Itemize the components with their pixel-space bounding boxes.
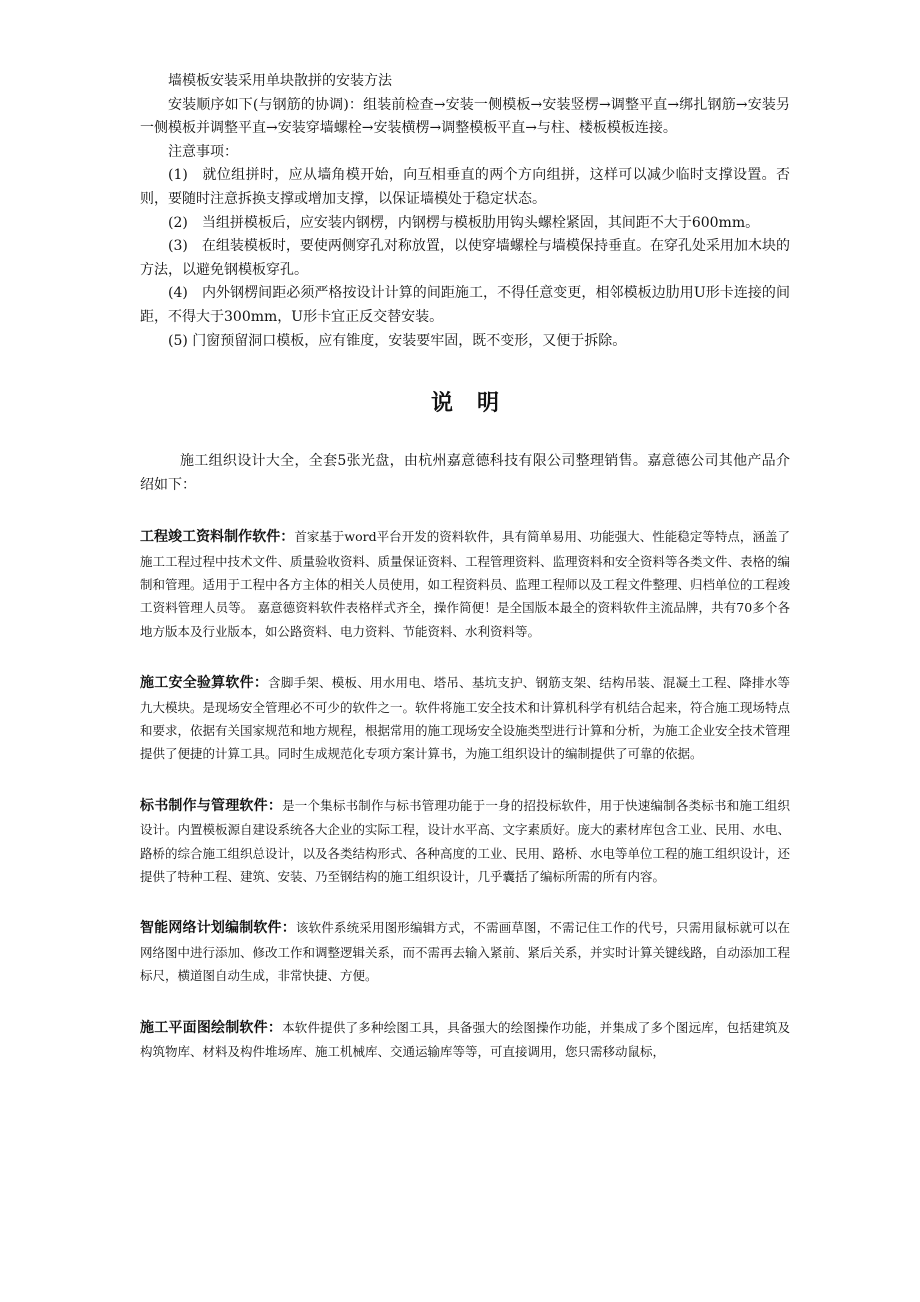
explanation-intro: 施工组织设计大全，全套5张光盘，由杭州嘉意德科技有限公司整理销售。嘉意德公司其他产品介绍如下： [140,453,790,494]
product-entry [140,671,790,766]
document-page [140,70,790,1063]
note-item: (4) 内外钢楞间距必须严格按设计计算的间距施工，不得任意变更，相邻模板边肋用U形卡连接的间距，不得大于300mm，U形卡宜正反交替安装。 [140,285,790,325]
product-name: 施工安全验算软件 [140,675,254,692]
explanation-title: 说明 [430,391,523,417]
note-item: (2) 当组拼模板后，应安装内钢楞，内钢楞与模板肋用钩头螺栓紧固，其间距不大于600mm。 [168,214,760,231]
product-name: 智能网络计划编制软件 [140,920,282,937]
product-entry [140,1016,790,1064]
section-heading: 墙模板安装采用单块散拼的安装方法 [168,73,392,89]
product-description: 是一个集标书制作与标书管理功能于一身的招投标软件，用于快速编制各类标书和施工组织设计。内置模板源自建设系统各大企业的实际工程，设计水平高、文字素质好。庞大的素材库包含工业、民用、水电、路桥的综合施工组织总设计，以及各类结构形式、各种高度的工业、民用、路桥、水电等单位工程的施工组织设计，还提供了特种工程、建筑、安装、乃至钢结构的施工组织设计，几乎囊括了编标所需的所有内容。 [140,797,791,884]
product-entry [140,525,790,643]
product-entry [140,794,790,889]
product-description: 首家基于word平台开发的资料软件，具有简单易用、功能强大、性能稳定等特点，涵盖了施工工程过程中技术文件、质量验收资料、质量保证资料、工程管理资料、监理资料和安全资料等各类文件、表格的编制和管理。适用于工程中各方主体的相关人员使用，如工程资料员、监理工程师以及工程文件整理、归档单位的工程竣工资料管理人员等。 嘉意德资料软件表格样式齐全，操作简便！是全国版本最全的资料软件主流品牌，共有70多个各地方版本及行业版本，如公路资料、电力资料、节能资料、水利资料等。 [140,529,791,639]
product-colon: ： [267,797,283,814]
product-colon: ： [267,1019,283,1036]
note-item: (5) 门窗预留洞口模板，应有锥度，安装要牢固，既不变形，又便于拆除。 [168,332,627,349]
product-name: 工程竣工资料制作软件 [140,529,281,546]
product-name: 施工平面图绘制软件 [140,1019,268,1036]
product-colon: ： [253,675,269,692]
product-colon: ： [281,920,296,937]
product-description: 本软件提供了多种绘图工具，具备强大的绘图操作功能，并集成了多个图远库，包括建筑及构筑物库、材料及构件堆场库、施工机械库、交通运输库等等，可直接调用，您只需移动鼠标， [140,1019,791,1060]
product-entry [140,916,790,987]
product-description: 含脚手架、模板、用水用电、塔吊、基坑支护、钢筋支架、结构吊装、混凝土工程、降排水等九大模块。是现场安全管理必不可少的软件之一。软件将施工安全技术和计算机科学有机结合起来，符合施工现场特点和要求，依据有关国家规范和地方规程，根据常用的施工现场安全设施类型进行计算和分析，为施工企业安全技术管理提供了便捷的计算工具。同时生成规范化专项方案计算书，为施工组织设计的编制提供了可靠的依据。 [140,675,791,762]
notes-label: 注意事项： [168,143,238,160]
note-item: (1) 就位组拼时，应从墙角模开始，向互相垂直的两个方向组拼，这样可以减少临时支撑设置。否则，要随时注意拆换支撑或增加支撑，以保证墙模处于稳定状态。 [140,167,790,207]
product-description: 该软件系统采用图形编辑方式，不需画草图，不需记住工作的代号，只需用鼠标就可以在网络图中进行添加、修改工作和调整逻辑关系，而不需再去输入紧前、紧后关系，并实时计算关键线路，自动添加工程标尺，横道图自动生成，非常快捷、方便。 [140,920,791,984]
install-sequence: 安装顺序如下(与钢筋的协调)：组装前检查→安装一侧模板→安装竖楞→调整平直→绑扎钢筋→安装另一侧模板并调整平直→安装穿墙螺栓→安装横楞→调整模板平直→与柱、楼板模板连接。 [140,96,790,137]
product-colon: ： [280,529,295,546]
product-name: 标书制作与管理软件 [140,797,268,814]
note-item: (3) 在组装模板时，要使两侧穿孔对称放置，以使穿墙螺栓与墙模保持垂直。在穿孔处采用加木块的方法，以避免钢模板穿孔。 [140,238,790,278]
